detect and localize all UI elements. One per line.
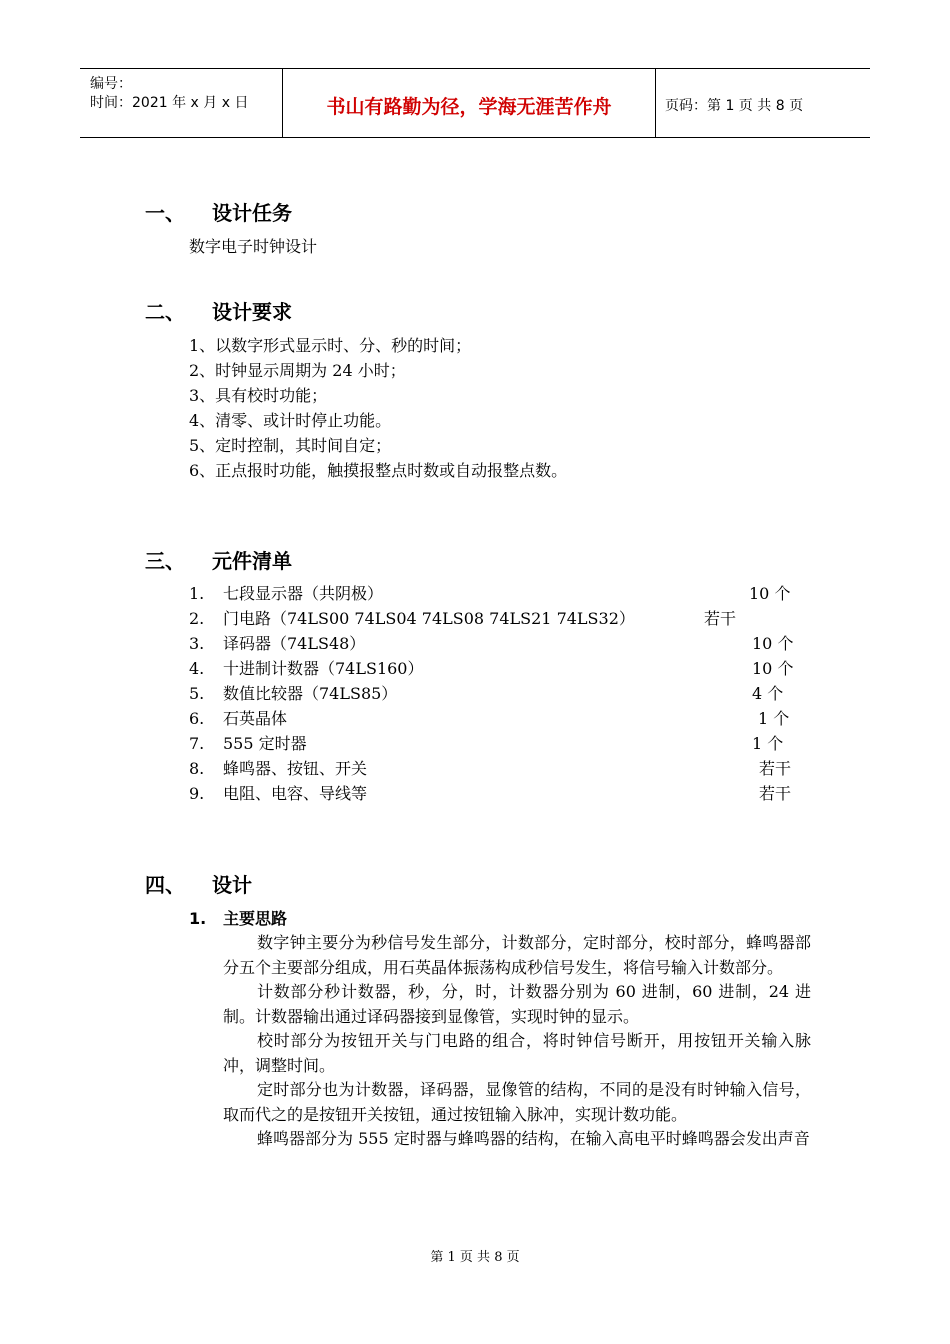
- document-time-label: 时间：2021 年 x 月 x 日: [90, 95, 249, 111]
- subsection-title: 主要思路: [223, 909, 288, 928]
- parts-row: [189, 731, 809, 756]
- parts-row: [189, 631, 809, 656]
- parts-index: 8.: [189, 759, 205, 778]
- requirement-item: 1、以数字形式显示时、分、秒的时间；: [189, 336, 472, 355]
- parts-quantity: 10 个: [749, 584, 791, 603]
- section-title: 元件清单: [212, 549, 292, 573]
- parts-quantity: 若干: [759, 784, 792, 803]
- task-text: 数字电子时钟设计: [189, 237, 318, 256]
- parts-name: 译码器（74LS48）: [223, 634, 366, 653]
- design-paragraph: 校时部分为按钮开关与门电路的组合，将时钟信号断开，用按钮开关输入脉冲，调整时间。: [223, 1031, 811, 1075]
- subsection-heading: [189, 906, 287, 929]
- parts-quantity: 1 个: [752, 734, 784, 753]
- parts-name: 石英晶体: [223, 709, 288, 728]
- parts-name: 数值比较器（74LS85）: [223, 684, 398, 703]
- parts-index: 4.: [189, 659, 205, 678]
- design-paragraph: 蜂鸣器部分为 555 定时器与蜂鸣器的结构，在输入高电平时蜂鸣器会发出声音: [257, 1129, 810, 1148]
- parts-name: 十进制计数器（74LS160）: [223, 659, 424, 678]
- parts-row: [189, 581, 809, 606]
- document-number-label: 编号：: [90, 76, 132, 92]
- parts-row: [189, 706, 809, 731]
- page-header: [80, 68, 870, 138]
- parts-index: 2.: [189, 609, 205, 628]
- parts-index: 5.: [189, 684, 205, 703]
- header-page-info: 页码：第 1 页 共 8 页: [665, 98, 804, 114]
- section-heading-parts: [145, 545, 292, 574]
- parts-quantity: 1 个: [758, 709, 790, 728]
- parts-index: 6.: [189, 709, 205, 728]
- header-motto: 书山有路勤为径，学海无涯苦作舟: [326, 96, 612, 118]
- section-number: 三、: [145, 549, 185, 573]
- parts-name: 蜂鸣器、按钮、开关: [223, 759, 368, 778]
- requirement-item: 2、时钟显示周期为 24 小时；: [189, 361, 406, 380]
- section-title: 设计要求: [212, 300, 292, 324]
- design-body: [223, 931, 811, 1152]
- parts-name: 电阻、电容、导线等: [223, 784, 368, 803]
- header-motto-cell: [282, 69, 656, 137]
- header-meta-cell: [80, 69, 282, 137]
- section-heading-task: [145, 197, 292, 226]
- parts-row: [189, 606, 809, 631]
- section-heading-design: [145, 869, 252, 898]
- parts-index: 3.: [189, 634, 205, 653]
- parts-row: [189, 681, 809, 706]
- parts-index: 9.: [189, 784, 205, 803]
- requirement-item: 4、清零、或计时停止功能。: [189, 411, 392, 430]
- design-paragraph: 数字钟主要分为秒信号发生部分，计数部分，定时部分，校时部分，蜂鸣器部分五个主要部分组成，用石英晶体振荡构成秒信号发生，将信号输入计数部分。: [223, 933, 811, 977]
- parts-quantity: 若干: [704, 609, 737, 628]
- parts-name: 555 定时器: [223, 734, 307, 753]
- parts-row: [189, 781, 809, 806]
- header-page-cell: [655, 69, 870, 137]
- parts-name: 七段显示器（共阴极）: [223, 584, 384, 603]
- parts-list: [189, 581, 809, 806]
- section-number: 二、: [145, 300, 185, 324]
- parts-quantity: 10 个: [752, 634, 794, 653]
- section-heading-requirements: [145, 296, 292, 325]
- section-title: 设计任务: [212, 201, 292, 225]
- requirement-item: 5、定时控制，其时间自定；: [189, 436, 392, 455]
- parts-quantity: 10 个: [752, 659, 794, 678]
- design-paragraph: 定时部分也为计数器，译码器，显像管的结构，不同的是没有时钟输入信号，取而代之的是按钮开关按钮，通过按钮输入脉冲，实现计数功能。: [223, 1080, 811, 1124]
- requirements-list: [189, 333, 567, 483]
- section-number: 一、: [145, 201, 185, 225]
- parts-name: 门电路（74LS00 74LS04 74LS08 74LS21 74LS32）: [223, 609, 635, 628]
- parts-index: 7.: [189, 734, 205, 753]
- parts-quantity: 若干: [759, 759, 792, 778]
- requirement-item: 6、正点报时功能，触摸报整点时数或自动报整点数。: [189, 461, 568, 480]
- parts-index: 1.: [189, 584, 205, 603]
- parts-row: [189, 656, 809, 681]
- section-number: 四、: [145, 873, 185, 897]
- design-paragraph: 计数部分秒计数器，秒，分，时，计数器分别为 60 进制，60 进制，24 进制。计数器输出通过译码器接到显像管，实现时钟的显示。: [223, 982, 811, 1026]
- page-footer: 第 1 页 共 8 页: [430, 1250, 520, 1265]
- parts-row: [189, 756, 809, 781]
- parts-quantity: 4 个: [752, 684, 784, 703]
- section-title: 设计: [212, 873, 252, 897]
- requirement-item: 3、具有校时功能；: [189, 386, 328, 405]
- subsection-number: 1.: [189, 909, 207, 928]
